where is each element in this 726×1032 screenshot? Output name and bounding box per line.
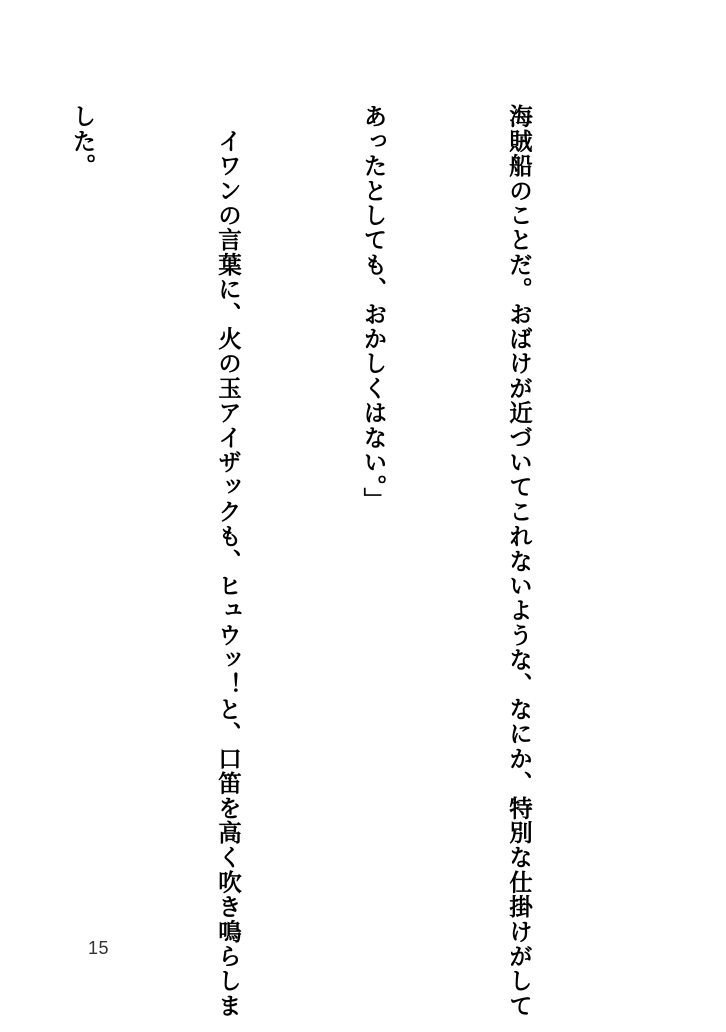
text-line: 海賊船のことだ。おばけが近づいてこれないような、なにか、特別な仕掛けがして	[505, 104, 533, 1018]
text-line: した。	[68, 104, 97, 179]
text-line: イワンの言葉に、火の玉アイザックも、ヒュウッ！と、口笛を高く吹き鳴らしま	[214, 104, 242, 1018]
page-number: 15	[88, 938, 110, 958]
text-line: あったとしても、おかしくはない。」	[359, 104, 388, 513]
